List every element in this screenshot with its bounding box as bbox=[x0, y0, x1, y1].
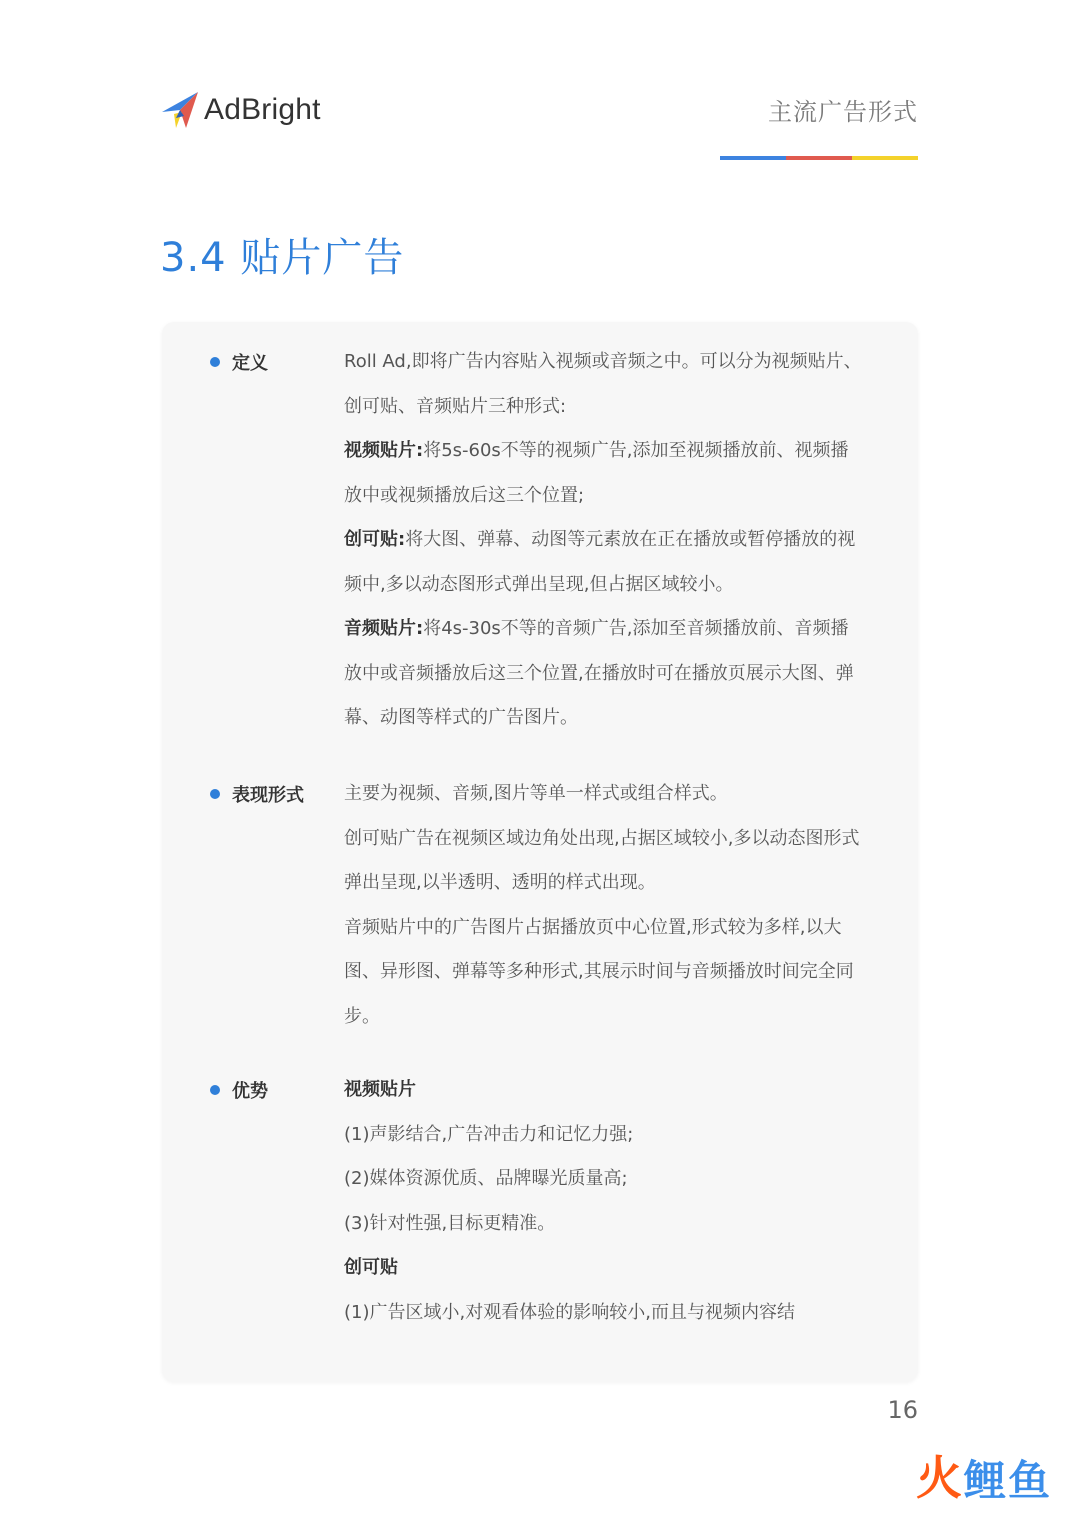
color-bar-blue bbox=[720, 156, 786, 160]
color-bar-yellow bbox=[852, 156, 918, 160]
section-label: 主流广告形式 bbox=[768, 98, 918, 126]
adbright-arrow-icon bbox=[160, 88, 200, 132]
expression-label: 表现形式 bbox=[210, 772, 304, 816]
expression-p2: 创可贴广告在视频区域边角处出现,占据区域较小,多以动态图形式弹出呈现,以半透明、透明的样式出现。 bbox=[344, 827, 860, 893]
watermark bbox=[916, 1442, 1052, 1508]
expression-p1: 主要为视频、音频,图片等单一样式或组合样式。 bbox=[344, 783, 728, 804]
page-number: 16 bbox=[887, 1396, 918, 1424]
definition-creative: 创可贴:将大图、弹幕、动图等元素放在正在播放或暂停播放的视频中,多以动态图形式弹出呈现,但占据区域较小。 bbox=[344, 529, 856, 595]
advantage-creative-heading: 创可贴 bbox=[344, 1257, 398, 1278]
bullet-icon bbox=[210, 1085, 220, 1095]
brand-name: AdBright bbox=[204, 93, 321, 126]
content-card bbox=[162, 322, 918, 1382]
expression-content bbox=[344, 772, 864, 1039]
list-item: (2)媒体资源优质、品牌曝光质量高; bbox=[344, 1168, 628, 1189]
header-color-bar bbox=[720, 156, 918, 160]
definition-video: 视频贴片:将5s-60s不等的视频广告,添加至视频播放前、视频播放中或视频播放后这三个位置; bbox=[344, 440, 849, 506]
list-item: (1)声影结合,广告冲击力和记忆力强; bbox=[344, 1123, 634, 1145]
list-item: (3)针对性强,目标更精准。 bbox=[344, 1212, 556, 1234]
advantage-content bbox=[344, 1068, 864, 1335]
brand-logo bbox=[160, 88, 321, 132]
advantage-video-heading: 视频贴片 bbox=[344, 1079, 416, 1100]
bullet-icon bbox=[210, 789, 220, 799]
definition-intro: Roll Ad,即将广告内容贴入视频或音频之中。可以分为视频贴片、创可贴、音频贴片三种形式: bbox=[344, 351, 862, 417]
definition-content bbox=[344, 340, 864, 741]
watermark-carp: 鲤鱼 bbox=[963, 1456, 1052, 1505]
bullet-icon bbox=[210, 357, 220, 367]
color-bar-red bbox=[786, 156, 852, 160]
expression-p3: 音频贴片中的广告图片占据播放页中心位置,形式较为多样,以大图、异形图、弹幕等多种形式,其展示时间与音频播放时间完全同步。 bbox=[344, 916, 854, 1027]
advantage-label: 优势 bbox=[210, 1068, 268, 1112]
definition-audio: 音频贴片:将4s-30s不等的音频广告,添加至音频播放前、音频播放中或音频播放后这三个位置,在播放时可在播放页展示大图、弹幕、动图等样式的广告图片。 bbox=[344, 618, 854, 728]
list-item: (1)广告区域小,对观看体验的影响较小,而且与视频内容结 bbox=[344, 1301, 795, 1323]
definition-label: 定义 bbox=[210, 340, 268, 384]
page-title: 3.4 贴片广告 bbox=[160, 235, 405, 281]
watermark-fire: 火 bbox=[915, 1451, 962, 1505]
